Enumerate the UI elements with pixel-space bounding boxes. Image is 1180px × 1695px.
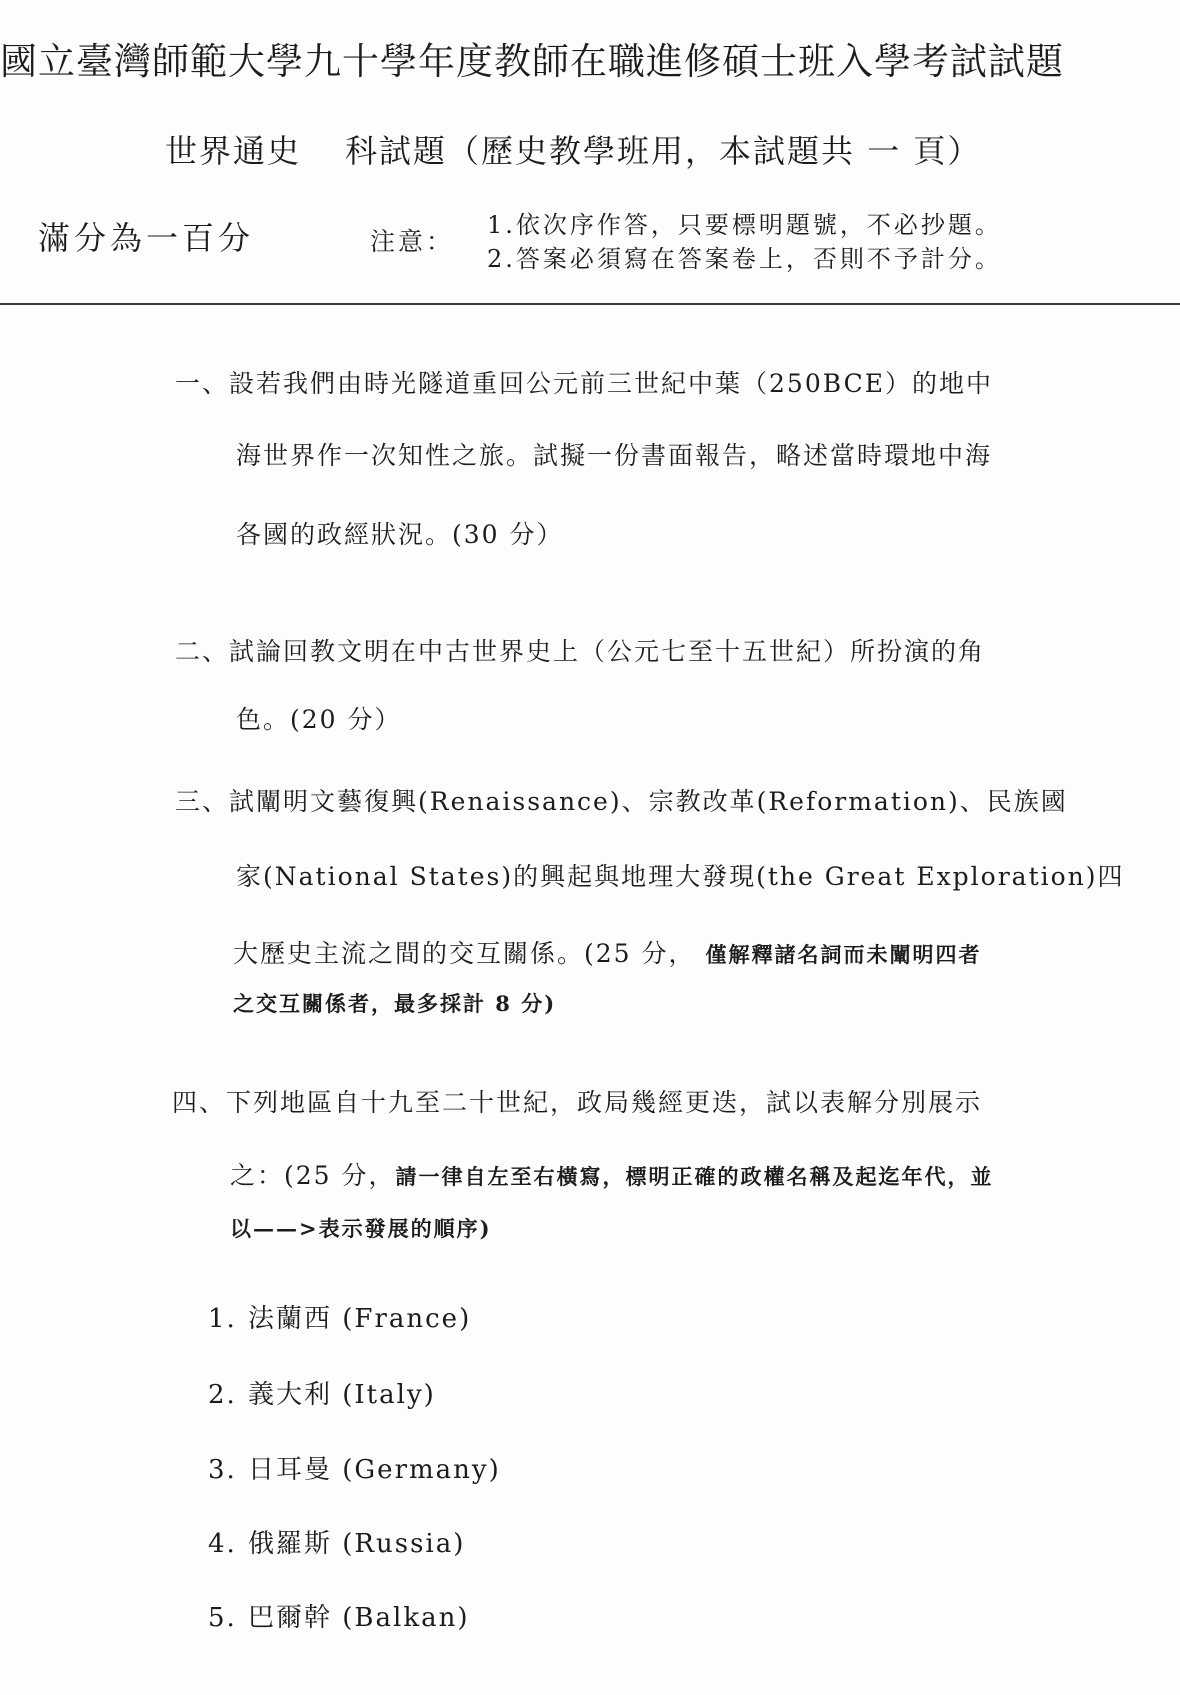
list-item xyxy=(208,1449,501,1486)
question-1-line-3: 各國的政經狀況。(30 分） xyxy=(236,520,564,549)
list-item-number: 4. xyxy=(208,1529,237,1559)
question-3-line-1: 試闡明文藝復興(Renaissance)、宗教改革(Reformation)、民族國 xyxy=(229,787,1068,816)
notice-label: 注意： xyxy=(370,227,455,256)
question-3-line-2: 家(National States)的興起與地理大發現(the Great Exploration)四 xyxy=(236,862,1125,891)
question-3-line-3-main: 大歷史主流之間的交互關係。(25 分， xyxy=(233,939,696,968)
question-3-number: 三、 xyxy=(175,787,230,816)
list-item-number: 5. xyxy=(208,1603,237,1633)
list-item xyxy=(208,1374,436,1411)
list-item-label: 法蘭西 (France) xyxy=(248,1304,472,1334)
list-item xyxy=(208,1298,471,1335)
question-1-number: 一、 xyxy=(175,369,230,398)
list-item-number: 2. xyxy=(208,1380,237,1410)
question-4-number: 四、 xyxy=(172,1088,227,1117)
question-1 xyxy=(175,364,993,400)
question-2-line-2: 色。(20 分） xyxy=(236,705,402,734)
question-4-line-1: 下列地區自十九至二十世紀，政局幾經更迭，試以表解分別展示 xyxy=(226,1088,983,1117)
question-4-line-2 xyxy=(230,1156,994,1192)
notice-2: 2.答案必須寫在答案卷上，否則不予計分。 xyxy=(487,245,1002,273)
question-3-line-4: 之交互關係者，最多採計 8 分) xyxy=(233,991,557,1016)
arrow-right-icon: ——> xyxy=(253,1216,319,1241)
exam-subtitle xyxy=(165,132,981,170)
question-4-line-3 xyxy=(230,1213,492,1243)
question-4-line-3-rest: 表示發展的順序) xyxy=(318,1216,492,1241)
subtitle-rest: 科試題（歷史教學班用，本試題共 一 頁） xyxy=(345,132,982,170)
full-score: 滿分為一百分 xyxy=(38,219,255,257)
list-item xyxy=(208,1523,465,1560)
list-item-label: 巴爾幹 (Balkan) xyxy=(248,1603,470,1633)
notice-1: 1.依次序作答，只要標明題號，不必抄題。 xyxy=(487,211,1002,239)
list-item xyxy=(208,1597,469,1634)
exam-title: 國立臺灣師範大學九十學年度教師在職進修碩士班入學考試試題 xyxy=(0,40,1064,83)
list-item-label: 日耳曼 (Germany) xyxy=(248,1455,501,1485)
list-item-label: 義大利 (Italy) xyxy=(248,1380,436,1410)
question-4-line-2-main: 之：(25 分， xyxy=(230,1161,396,1190)
list-item-label: 俄羅斯 (Russia) xyxy=(248,1529,466,1559)
notice-lines xyxy=(487,208,1002,276)
question-4 xyxy=(172,1083,982,1119)
subject-name: 世界通史 xyxy=(165,132,302,170)
list-item-number: 3. xyxy=(208,1455,237,1485)
question-2-line-1: 試論回教文明在中古世界史上（公元七至十五世紀）所扮演的角 xyxy=(229,637,986,666)
question-3 xyxy=(175,782,1068,818)
question-3-line-3-note: 僅解釋諸名詞而未闡明四者 xyxy=(705,942,982,967)
question-4-line-2-note: 請一律自左至右橫寫，標明正確的政權名稱及起迄年代，並 xyxy=(395,1164,994,1189)
question-4-line-3-prefix: 以 xyxy=(230,1216,253,1241)
question-1-line-2: 海世界作一次知性之旅。試擬一份書面報告，略述當時環地中海 xyxy=(236,441,993,470)
question-2-number: 二、 xyxy=(175,637,230,666)
list-item-number: 1. xyxy=(208,1304,237,1334)
question-1-line-1: 設若我們由時光隧道重回公元前三世紀中葉（250BCE）的地中 xyxy=(229,369,993,398)
question-3-line-3 xyxy=(233,934,981,970)
question-2 xyxy=(175,632,985,668)
header-divider xyxy=(0,303,1180,305)
